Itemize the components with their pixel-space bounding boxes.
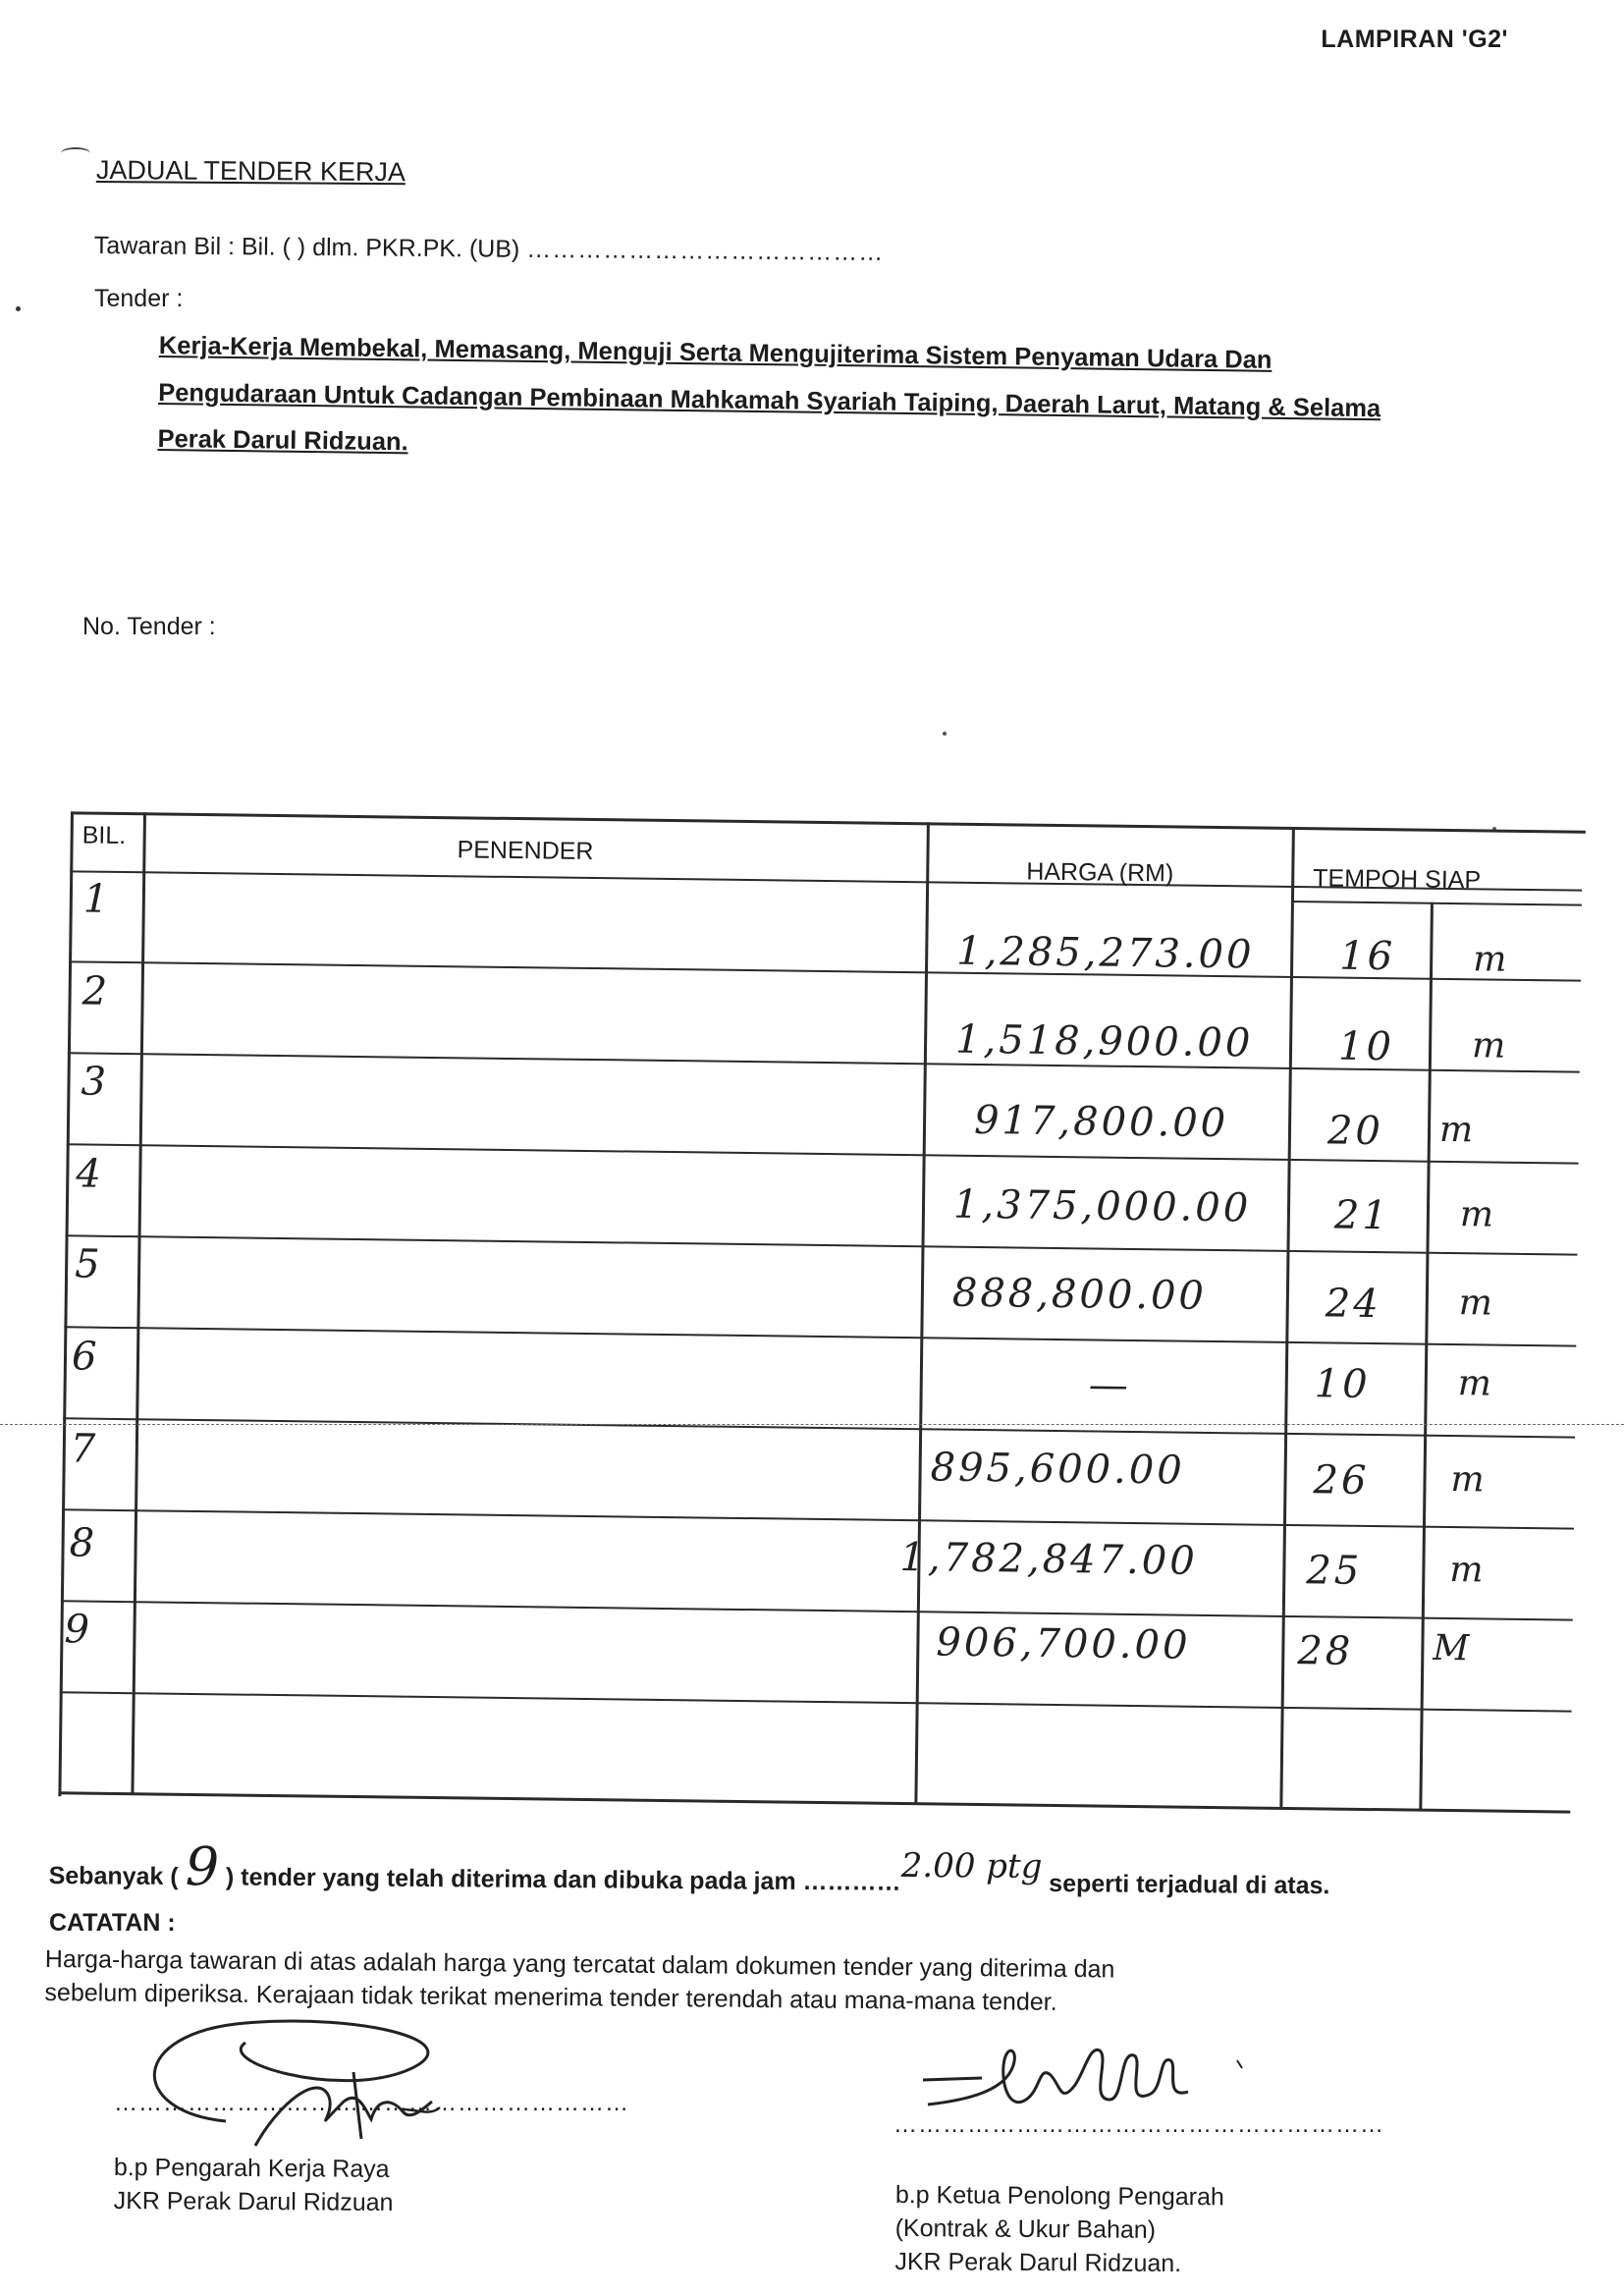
row-harga: 1,518,900.00: [954, 1016, 1254, 1066]
row-tempoh: 28: [1297, 1628, 1354, 1674]
row-bil: 6: [71, 1334, 100, 1380]
tender-description-line: Kerja-Kerja Membekal, Memasang, Menguji Serta Mengujiterima Sistem Penyaman Udara Dan: [158, 332, 1272, 374]
tender-description-line: Perak Darul Ridzuan.: [157, 424, 408, 457]
row-tempoh: 20: [1326, 1108, 1384, 1155]
header-bil: BIL.: [81, 821, 127, 850]
offer-number-blank: ……………………………………: [526, 235, 885, 267]
pen-mark: [61, 147, 90, 159]
row-unit: m: [1471, 1025, 1509, 1066]
row-unit: m: [1450, 1459, 1488, 1501]
row-tempoh: 21: [1333, 1192, 1391, 1239]
appendix-label: LAMPIRAN 'G2': [1321, 26, 1508, 53]
row-bil: 9: [64, 1607, 93, 1653]
row-unit: m: [1438, 1109, 1477, 1151]
row-bil: 3: [81, 1059, 110, 1105]
tender-table: [32, 811, 1563, 1851]
row-tempoh: 16: [1338, 933, 1396, 980]
row-bil: 2: [81, 968, 111, 1014]
row-unit: m: [1458, 1283, 1496, 1324]
offer-number-label: Tawaran Bil : Bil. ( ) dlm. PKR.PK. (UB): [93, 232, 520, 263]
row-harga: 1,782,847.00: [899, 1535, 1198, 1584]
row-bil: 5: [74, 1241, 103, 1287]
row-tempoh: 25: [1306, 1548, 1363, 1594]
tender-label: Tender :: [94, 285, 184, 312]
summary-prefix: Sebanyak (: [48, 1861, 179, 1891]
row-tempoh: 10: [1314, 1361, 1371, 1408]
row-harga: 917,800.00: [973, 1097, 1229, 1147]
signature-line-1: ………………………………………………………: [114, 2090, 629, 2116]
signatory-title: b.p Pengarah Kerja Raya: [113, 2154, 390, 2183]
row-unit: m: [1459, 1194, 1497, 1235]
signatory-office: JKR Perak Darul Ridzuan: [113, 2186, 394, 2216]
tender-description-line: Pengudaraan Untuk Cadangan Pembinaan Mahkamah Syariah Taiping, Daerah Larut, Matang & Selama: [158, 378, 1381, 422]
row-tempoh: 26: [1313, 1457, 1370, 1503]
notes-line: sebelum diperiksa. Kerajaan tidak terikat menerima tender terendah atau mana-mana tender.: [44, 1978, 1057, 2016]
signatory-1: [114, 2151, 394, 2219]
summary-suffix: seperti terjadual di atas.: [1049, 1869, 1330, 1900]
opening-time: 2.00 ptg: [900, 1845, 1043, 1886]
row-bil: 1: [82, 876, 112, 922]
row-harga: 1,285,273.00: [955, 928, 1255, 978]
summary-line: [49, 1834, 1330, 1906]
row-unit: m: [1449, 1550, 1487, 1591]
tender-number-label: No. Tender :: [82, 613, 216, 640]
header-penender: PENENDER: [457, 836, 594, 866]
row-bil: 7: [70, 1426, 99, 1472]
speck: [16, 306, 21, 311]
row-bil: 8: [69, 1520, 98, 1566]
scan-fold-line: [0, 1424, 1624, 1425]
signatory-2: [894, 2178, 1224, 2280]
row-tempoh: 24: [1325, 1281, 1381, 1328]
row-unit: M: [1433, 1627, 1473, 1669]
summary-middle: ) tender yang telah diterima dan dibuka pada jam: [225, 1863, 796, 1895]
row-harga: 1,375,000.00: [952, 1181, 1252, 1231]
document-title: JADUAL TENDER KERJA: [95, 155, 406, 188]
signatory-office: JKR Perak Darul Ridzuan.: [894, 2247, 1182, 2278]
row-unit: m: [1472, 939, 1510, 980]
tender-count: 9: [185, 1835, 220, 1898]
summary-dots: …………: [802, 1868, 901, 1896]
row-harga: 906,700.00: [936, 1619, 1191, 1668]
speck: [943, 732, 947, 736]
signature-line-2: ……………………………………………………: [893, 2111, 1384, 2138]
notes-line: Harga-harga tawaran di atas adalah harga yang tercatat dalam dokumen tender yang diterima dan: [44, 1944, 1115, 1984]
offer-number-line: [94, 232, 885, 267]
tender-description: [157, 334, 1504, 491]
header-tempoh: TEMPOH SIAP: [1313, 864, 1482, 895]
row-harga: 895,600.00: [930, 1445, 1185, 1494]
row-harga: —: [1088, 1362, 1132, 1408]
row-bil: 4: [76, 1151, 105, 1197]
notes-heading: CATATAN :: [49, 1909, 176, 1937]
row-tempoh: 10: [1337, 1023, 1395, 1070]
row-harga: 888,800.00: [951, 1270, 1208, 1319]
header-harga: HARGA (RM): [1026, 857, 1174, 888]
row-unit: m: [1457, 1363, 1495, 1404]
signatory-unit: (Kontrak & Ukur Bahan): [894, 2214, 1157, 2244]
signature-1: [108, 2003, 520, 2151]
signatory-title: b.p Ketua Penolong Pengarah: [894, 2181, 1224, 2212]
